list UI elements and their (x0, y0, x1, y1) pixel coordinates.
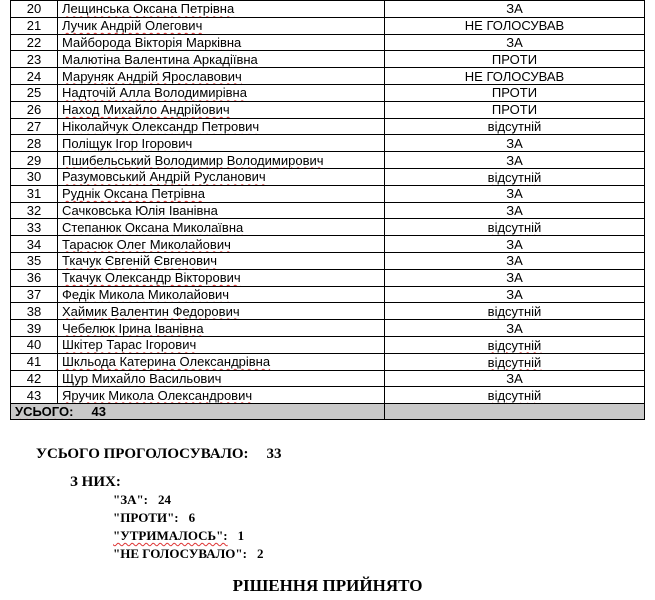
vote-rows (11, 1, 645, 404)
table-row (11, 252, 645, 269)
row-number: 41 (11, 353, 58, 370)
deputy-name: Майборода Вікторія Марківна (62, 34, 242, 50)
row-number: 35 (11, 252, 58, 269)
deputy-name: Федік Микола Миколайович (62, 286, 230, 302)
table-row (11, 118, 645, 135)
row-number: 33 (11, 219, 58, 236)
row-number: 36 (11, 269, 58, 286)
table-row (11, 185, 645, 202)
table-row (11, 202, 645, 219)
table-row (11, 303, 645, 320)
row-number: 31 (11, 185, 58, 202)
vote-result: відсутній (487, 220, 542, 236)
table-row (11, 387, 645, 404)
table-row (11, 320, 645, 337)
deputy-name: Пшибельський Володимир Володимирович (62, 152, 324, 168)
table-row (11, 353, 645, 370)
table-row (11, 68, 645, 85)
vote-result: ЗА (506, 186, 523, 202)
vote-result: відсутній (487, 304, 542, 320)
breakdown-abstained (113, 528, 244, 544)
vote-results-table (10, 0, 645, 420)
deputy-name: Лещинська Оксана Петрівна (62, 1, 235, 17)
table-row (11, 269, 645, 286)
deputy-name: Шкльода Катерина Олександрівна (62, 354, 271, 370)
vote-result: відсутній (487, 388, 542, 404)
row-number: 26 (11, 101, 58, 118)
vote-result: ЗА (506, 286, 523, 302)
vote-result: відсутній (487, 354, 542, 370)
vote-result: відсутній (487, 169, 542, 185)
deputy-name: Наход Михайло Андрійович (62, 102, 230, 118)
row-number: 25 (11, 84, 58, 101)
deputy-name: Ніколайчук Олександр Петрович (62, 118, 260, 134)
vote-result: ЗА (506, 320, 523, 336)
row-number: 39 (11, 320, 58, 337)
vote-result: ПРОТИ (491, 85, 538, 101)
table-row (11, 84, 645, 101)
breakdown-for (113, 492, 171, 508)
row-number: 34 (11, 236, 58, 253)
row-number: 42 (11, 370, 58, 387)
deputy-name: Маруняк Андрій Ярославович (62, 68, 242, 84)
deputy-name: Чебелюк Ірина Іванівна (62, 320, 204, 336)
table-row (11, 17, 645, 34)
deputy-name: Ткачук Олександр Вікторович (62, 270, 241, 286)
table-row (11, 168, 645, 185)
total-label: УСЬОГО: (15, 404, 74, 420)
deputy-name: Надточій Алла Володимирівна (62, 85, 247, 101)
row-number: 24 (11, 68, 58, 85)
deputy-name: Малютіна Валентина Аркадіївна (62, 51, 258, 67)
deputy-name: Щур Михайло Васильович (62, 370, 222, 386)
vote-result: ЗА (506, 152, 523, 168)
breakdown-not-voted (113, 546, 263, 562)
table-row (11, 286, 645, 303)
table-row (11, 236, 645, 253)
vote-result: ЗА (506, 270, 523, 286)
breakdown-label: "ПРОТИ": (113, 510, 179, 525)
row-number: 21 (11, 17, 58, 34)
vote-result: НЕ ГОЛОСУВАВ (464, 18, 565, 34)
vote-result: ЗА (506, 1, 523, 17)
table-row (11, 336, 645, 353)
decision-adopted: РІШЕННЯ ПРИЙНЯТО (232, 576, 423, 595)
deputy-name: Тарасюк Олег Миколайович (62, 236, 231, 252)
row-number: 29 (11, 152, 58, 169)
of-them-label: З НИХ: (70, 474, 121, 490)
total-voted-value: 33 (266, 446, 282, 462)
breakdown-value: 24 (158, 492, 172, 507)
vote-result: ПРОТИ (491, 51, 538, 67)
vote-result: ЗА (506, 253, 523, 269)
vote-result: відсутній (487, 337, 542, 353)
table-row (11, 1, 645, 18)
vote-result: ЗА (506, 236, 523, 252)
row-number: 32 (11, 202, 58, 219)
deputy-name: Хаймик Валентин Федорович (62, 303, 240, 319)
total-voted-line (36, 446, 282, 463)
total-row (11, 404, 645, 420)
breakdown-value: 2 (256, 546, 264, 561)
row-number: 43 (11, 387, 58, 404)
deputy-name: Степанюк Оксана Миколаївна (62, 219, 244, 235)
row-number: 20 (11, 1, 58, 18)
deputy-name: Шкітер Тарас Ігорович (62, 337, 197, 353)
deputy-name: Руднік Оксана Петрівна (62, 186, 205, 202)
row-number: 22 (11, 34, 58, 51)
vote-result: ПРОТИ (491, 102, 538, 118)
deputy-name: Лучик Андрій Олегович (62, 18, 203, 34)
vote-result: НЕ ГОЛОСУВАВ (464, 68, 565, 84)
vote-result: ЗА (506, 202, 523, 218)
vote-result: ЗА (506, 370, 523, 386)
table-row (11, 51, 645, 68)
deputy-name: Ткачук Євгеній Євгенович (62, 253, 218, 269)
breakdown-label: "УТРИМАЛОСЬ": (113, 528, 228, 543)
deputy-name: Яручик Микола Олександрович (62, 387, 253, 403)
deputy-name: Сачковська Юлія Іванівна (62, 202, 218, 218)
table-row (11, 219, 645, 236)
row-number: 23 (11, 51, 58, 68)
breakdown-value: 1 (237, 528, 245, 543)
breakdown-value: 6 (188, 510, 196, 525)
table-row (11, 34, 645, 51)
row-number: 30 (11, 168, 58, 185)
table-row (11, 101, 645, 118)
table-row (11, 135, 645, 152)
row-number: 37 (11, 286, 58, 303)
vote-result: відсутній (487, 119, 542, 135)
breakdown-label: "НЕ ГОЛОСУВАЛО": (113, 546, 247, 561)
table-row (11, 152, 645, 169)
row-number: 38 (11, 303, 58, 320)
deputy-name: Поліщук Ігор Ігорович (62, 135, 193, 151)
row-number: 27 (11, 118, 58, 135)
row-number: 40 (11, 336, 58, 353)
breakdown-label: "ЗА": (113, 492, 149, 507)
table-row (11, 370, 645, 387)
vote-result: ЗА (506, 135, 523, 151)
vote-result: ЗА (506, 34, 523, 50)
deputy-name: Разумовський Андрій Русланович (62, 169, 266, 185)
breakdown-against (113, 510, 195, 526)
row-number: 28 (11, 135, 58, 152)
total-voted-label: УСЬОГО ПРОГОЛОСУВАЛО: (36, 446, 249, 462)
total-value: 43 (91, 404, 106, 420)
